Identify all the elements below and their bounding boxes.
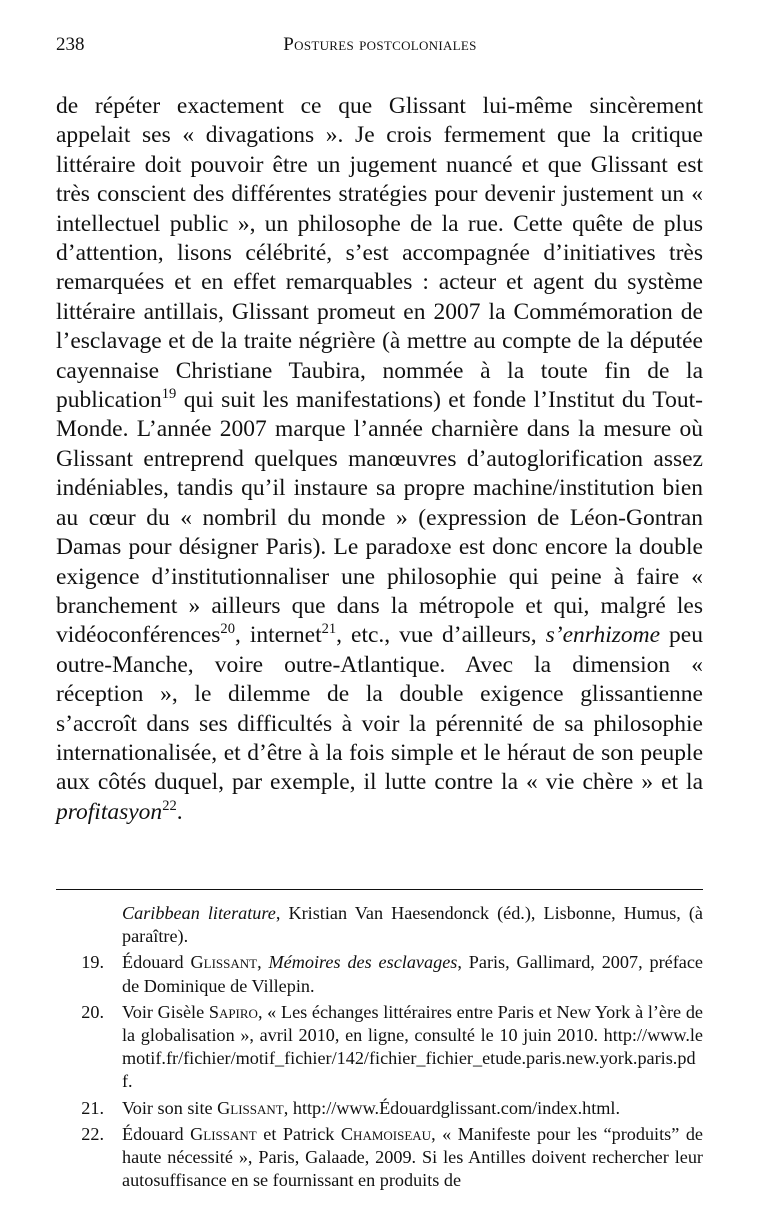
footnote-continuation	[56, 902, 703, 948]
footnote-text: , « Les échanges littéraires entre Paris et New York à l’ère de la globalisation », avril 2010, en ligne, consulté le 10 juin 2010.	[122, 1001, 703, 1046]
footnote-ref-21: 21	[321, 621, 337, 638]
footnote-ref-19: 19	[161, 386, 177, 403]
footnote-author: Glissant	[190, 1123, 257, 1144]
footnote-text: Édouard	[122, 1123, 191, 1144]
footnote-text: , « Manifeste pour les “produits” de haute nécessité », Paris, Galaade, 2009. Si les Antilles doivent rechercher leur autosuffisance en se fournissant en produits de	[122, 1123, 703, 1191]
footnote-text: , Kristian Van Haesendonck (éd.), Lisbonne, Humus, (à paraître).	[122, 903, 704, 947]
body-text-run: , internet	[234, 622, 322, 649]
footnote-text: ,	[257, 952, 269, 973]
footnote-text: , Paris, Gallimard, 2007, préface de Dominique de Villepin.	[122, 952, 703, 996]
body-text-run: .	[176, 798, 183, 825]
footnote-divider	[56, 889, 703, 890]
footnote-number: 19.	[81, 952, 104, 973]
footnote-ref-22: 22	[162, 797, 177, 814]
footnote-19	[56, 951, 703, 997]
footnote-text: et Patrick	[256, 1123, 341, 1144]
footnote-author: Glissant	[190, 952, 258, 973]
footnote-author: Glissant	[217, 1097, 284, 1118]
body-text-run: qui suit les manifestations) et fonde l’Institut du Tout-Monde. L’année 2007 marque l’année charnière dans la mesure où Glissant entreprend quelques manœuvres d’autoglorification assez indéniables, tandis qu’il instaure sa propre machine/institution bien au cœur du « nombril du monde » (expression de Léon-Gontran Damas pour désigner Paris). Le paradoxe est donc encore la double exigence d’institutionnaliser une philosophie qui peine à faire « branchement » ailleurs que dans la métropole et qui, malgré les vidéoconférences	[56, 387, 703, 649]
page-number: 238	[56, 34, 85, 55]
footnote-text: Édouard	[122, 952, 191, 973]
footnote-text: Voir Gisèle	[122, 1001, 209, 1022]
footnote-text: Voir son site	[122, 1097, 218, 1118]
body-text	[56, 92, 703, 827]
footnote-number: 21.	[81, 1097, 104, 1118]
running-title: Postures postcoloniales	[283, 34, 477, 55]
body-text-run: , etc., vue d’ailleurs,	[336, 622, 546, 649]
footnote-22	[56, 1123, 703, 1193]
footnote-title: Mémoires des esclavages	[268, 952, 458, 973]
italic-term: s’enrhizome	[545, 622, 661, 649]
footnotes	[56, 902, 703, 1192]
footnote-author: Chamoiseau	[340, 1123, 432, 1144]
footnote-text: , http://www.Édouardglissant.com/index.html.	[283, 1097, 621, 1118]
body-text-run: de répéter exactement ce que Glissant lui-même sincèrement appelait ses « divagations ». Je crois fermement que la critique littéraire doit pouvoir être un jugement nuancé et que Glissant est très conscient des différentes stratégies pour devenir justement un « intellectuel public », un philosophe de la rue. Cette quête de plus d’attention, lisons célébrité, s’est accompagnée d’initiatives très remarquées et en effet remarquables : acteur et agent du système littéraire antillais, Glissant promeut en 2007 la Commémoration de l’esclavage et de la traite négrière (à mettre au compte de la députée cayennaise Christiane Taubira, nommée à la toute fin de la publication	[56, 93, 703, 414]
footnote-21	[56, 1097, 703, 1120]
footnote-number: 20.	[81, 1001, 104, 1022]
footnote-title: Caribbean literature	[122, 903, 276, 923]
italic-term: profitasyon	[56, 798, 163, 825]
footnote-ref-20: 20	[220, 621, 235, 638]
footnote-url[interactable]: http://www.lemotif.fr/fichier/motif_fichier/142/fichier_fichier_etude.paris.new.york.paris.pdf.	[122, 1025, 703, 1092]
footnote-number: 22.	[81, 1123, 104, 1144]
page-header	[56, 34, 704, 62]
body-text-run: peu outre-Manche, voire outre-Atlantique. Avec la dimension « réception », le dilemme de la double exigence glissantienne s’accroît dans ses difficultés à voir la pérennité de sa philosophie internationalisée, et d’être à la fois simple et le héraut de son peuple aux côtés duquel, par exemple, il lutte contre la « vie chère » et la	[56, 622, 703, 796]
footnote-author: Sapiro	[208, 1001, 258, 1022]
body-paragraph	[56, 92, 703, 827]
footnote-20	[56, 1001, 703, 1094]
